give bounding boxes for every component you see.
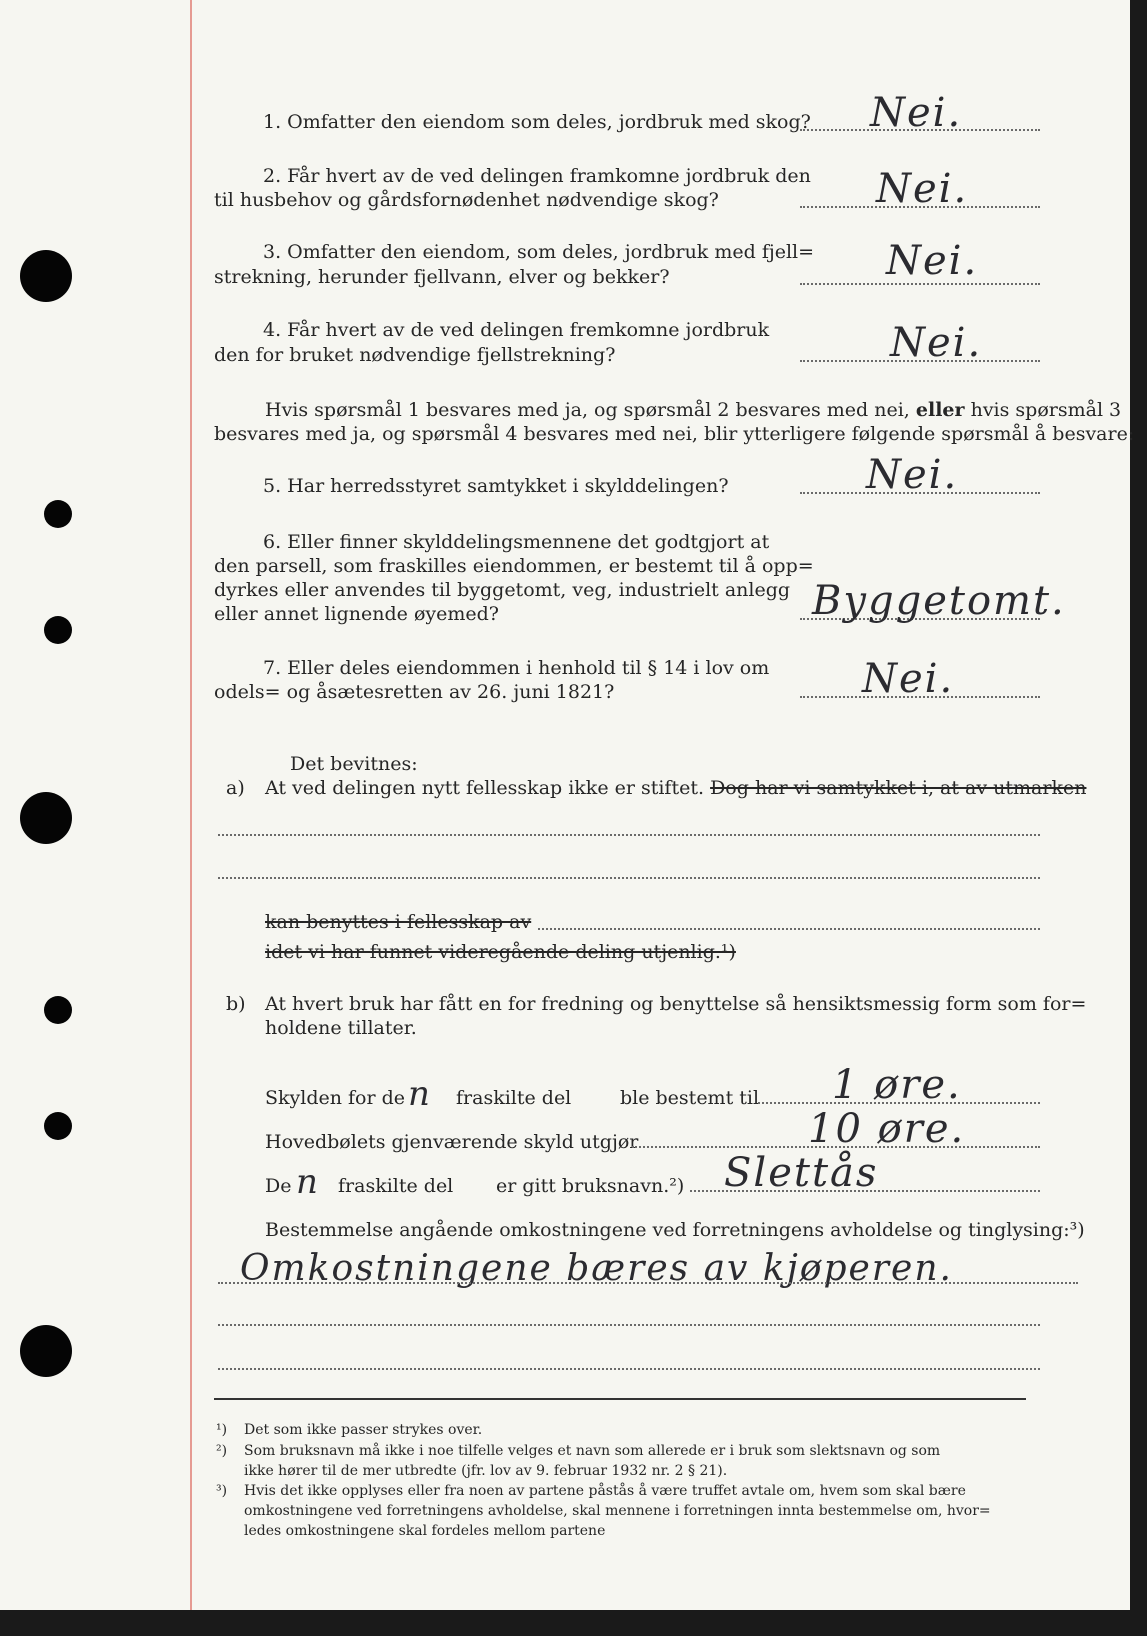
footnote-3: omkostningene ved forretningens avholdelse, skal mennene i forretningen innta bestemmelse om, hvor= [244, 1503, 991, 1519]
footnote-2-mark: ²) [216, 1443, 228, 1459]
question-3-text: 3. Omfatter den eiendom, som deles, jordbruk med fjell= [263, 241, 815, 263]
omkostning-answer: Omkostningene bæres av kjøperen. [240, 1248, 953, 1289]
omkostning-label: Bestemmelse angående omkostningene ved forretningens avholdelse og tinglysing:³) [265, 1219, 1085, 1241]
skyld-answer: 1 øre. [832, 1062, 962, 1108]
attest-heading: Det bevitnes: [290, 753, 418, 775]
question-5-answer: Nei. [866, 452, 959, 498]
hovedbol-label: Hovedbølets gjenværende skyld utgjør [265, 1131, 639, 1153]
question-6-answer: Byggetomt. [812, 578, 1066, 624]
attest-b-text: holdene tillater. [265, 1017, 417, 1039]
question-3-text: strekning, herunder fjellvann, elver og bekker? [214, 266, 670, 288]
question-6-text: dyrkes eller anvendes til byggetomt, veg, industrielt anlegg [214, 579, 791, 601]
footnote-1: Det som ikke passer strykes over. [244, 1422, 483, 1438]
skyld-label: Skylden for de [265, 1087, 406, 1109]
question-6-text: eller annet lignende øyemed? [214, 603, 499, 625]
punch-hole [44, 500, 72, 528]
question-1-text: 1. Omfatter den eiendom som deles, jordbruk med skog? [263, 111, 811, 133]
blank-line [218, 1282, 1078, 1284]
footnote-3: Hvis det ikke opplyses eller fra noen av partene påstås å være truffet avtale om, hvem som skal bære [244, 1483, 966, 1499]
attest-b-text: At hvert bruk har fått en for fredning og benyttelse så hensiktsmessig form som for= [265, 993, 1087, 1015]
skyld-label: ble bestemt til [620, 1087, 760, 1109]
margin-line [190, 0, 192, 1610]
question-3-answer: Nei. [886, 238, 979, 284]
question-4-text: den for bruket nødvendige fjellstrekning? [214, 344, 616, 366]
bruksnavn-label: er gitt bruksnavn.²) [496, 1175, 685, 1197]
footnote-3: ledes omkostningene skal fordeles mellom partene [244, 1523, 606, 1539]
footnote-1-mark: ¹) [216, 1422, 228, 1438]
punch-hole [20, 792, 72, 844]
attest-a-text: At ved delingen nytt fellesskap ikke er stiftet. Dog har vi samtykket i, at av utmarken [265, 777, 1087, 799]
bruksnavn-handwritten-suffix: n [296, 1162, 320, 1202]
attest-a-marker: a) [226, 777, 245, 799]
question-6-text: den parsell, som fraskilles eiendommen, er bestemt til å opp= [214, 555, 814, 577]
punch-hole [44, 996, 72, 1024]
blank-line [538, 928, 1040, 930]
question-2-answer: Nei. [876, 166, 969, 212]
question-6-text: 6. Eller finner skylddelingsmennene det godtgjort at [263, 531, 770, 553]
question-2-text: til husbehov og gårdsfornødenhet nødvendige skog? [214, 189, 719, 211]
question-7-answer: Nei. [862, 656, 955, 702]
footnote-2: Som bruksnavn må ikke i noe tilfelle velges et navn som allerede er i bruk som slektsnavn og som [244, 1443, 941, 1459]
bruksnavn-label: De [265, 1175, 292, 1197]
footnote-rule [214, 1398, 1026, 1400]
attest-a-struck-line: kan benyttes i fellesskap av [265, 911, 532, 933]
blank-line [218, 834, 1040, 836]
blank-line [218, 1368, 1040, 1370]
punch-hole [20, 1325, 72, 1377]
footnote-3-mark: ³) [216, 1483, 228, 1499]
question-7-text: 7. Eller deles eiendommen i henhold til § 14 i lov om [263, 657, 770, 679]
bruksnavn-label: fraskilte del [338, 1175, 454, 1197]
attest-a-struck-line: idet vi har funnet videregående deling utjenlig.¹) [265, 941, 736, 963]
punch-hole [44, 1112, 72, 1140]
condition-text: besvares med ja, og spørsmål 4 besvares med nei, blir ytterligere følgende spørsmål å besvare: [214, 423, 1135, 445]
question-7-text: odels= og åsætesretten av 26. juni 1821? [214, 681, 615, 703]
attest-b-marker: b) [226, 993, 246, 1015]
hovedbol-answer: 10 øre. [808, 1106, 966, 1152]
question-1-answer: Nei. [870, 90, 963, 136]
bruksnavn-answer: Slettås [724, 1150, 879, 1196]
blank-line [218, 1324, 1040, 1326]
blank-line [218, 877, 1040, 879]
punch-hole [44, 616, 72, 644]
question-4-text: 4. Får hvert av de ved delingen fremkomne jordbruk [263, 319, 770, 341]
question-4-answer: Nei. [890, 320, 983, 366]
skyld-label: fraskilte del [456, 1087, 572, 1109]
condition-text: Hvis spørsmål 1 besvares med ja, og spørsmål 2 besvares med nei, eller hvis spørsmål 3 [265, 399, 1122, 421]
footnote-2: ikke hører til de mer utbredte (jfr. lov av 9. februar 1932 nr. 2 § 21). [244, 1463, 728, 1479]
question-5-text: 5. Har herredsstyret samtykket i skylddelingen? [263, 475, 729, 497]
skyld-handwritten-suffix: n [408, 1074, 432, 1114]
punch-hole [20, 250, 72, 302]
question-2-text: 2. Får hvert av de ved delingen framkomne jordbruk den [263, 165, 811, 187]
